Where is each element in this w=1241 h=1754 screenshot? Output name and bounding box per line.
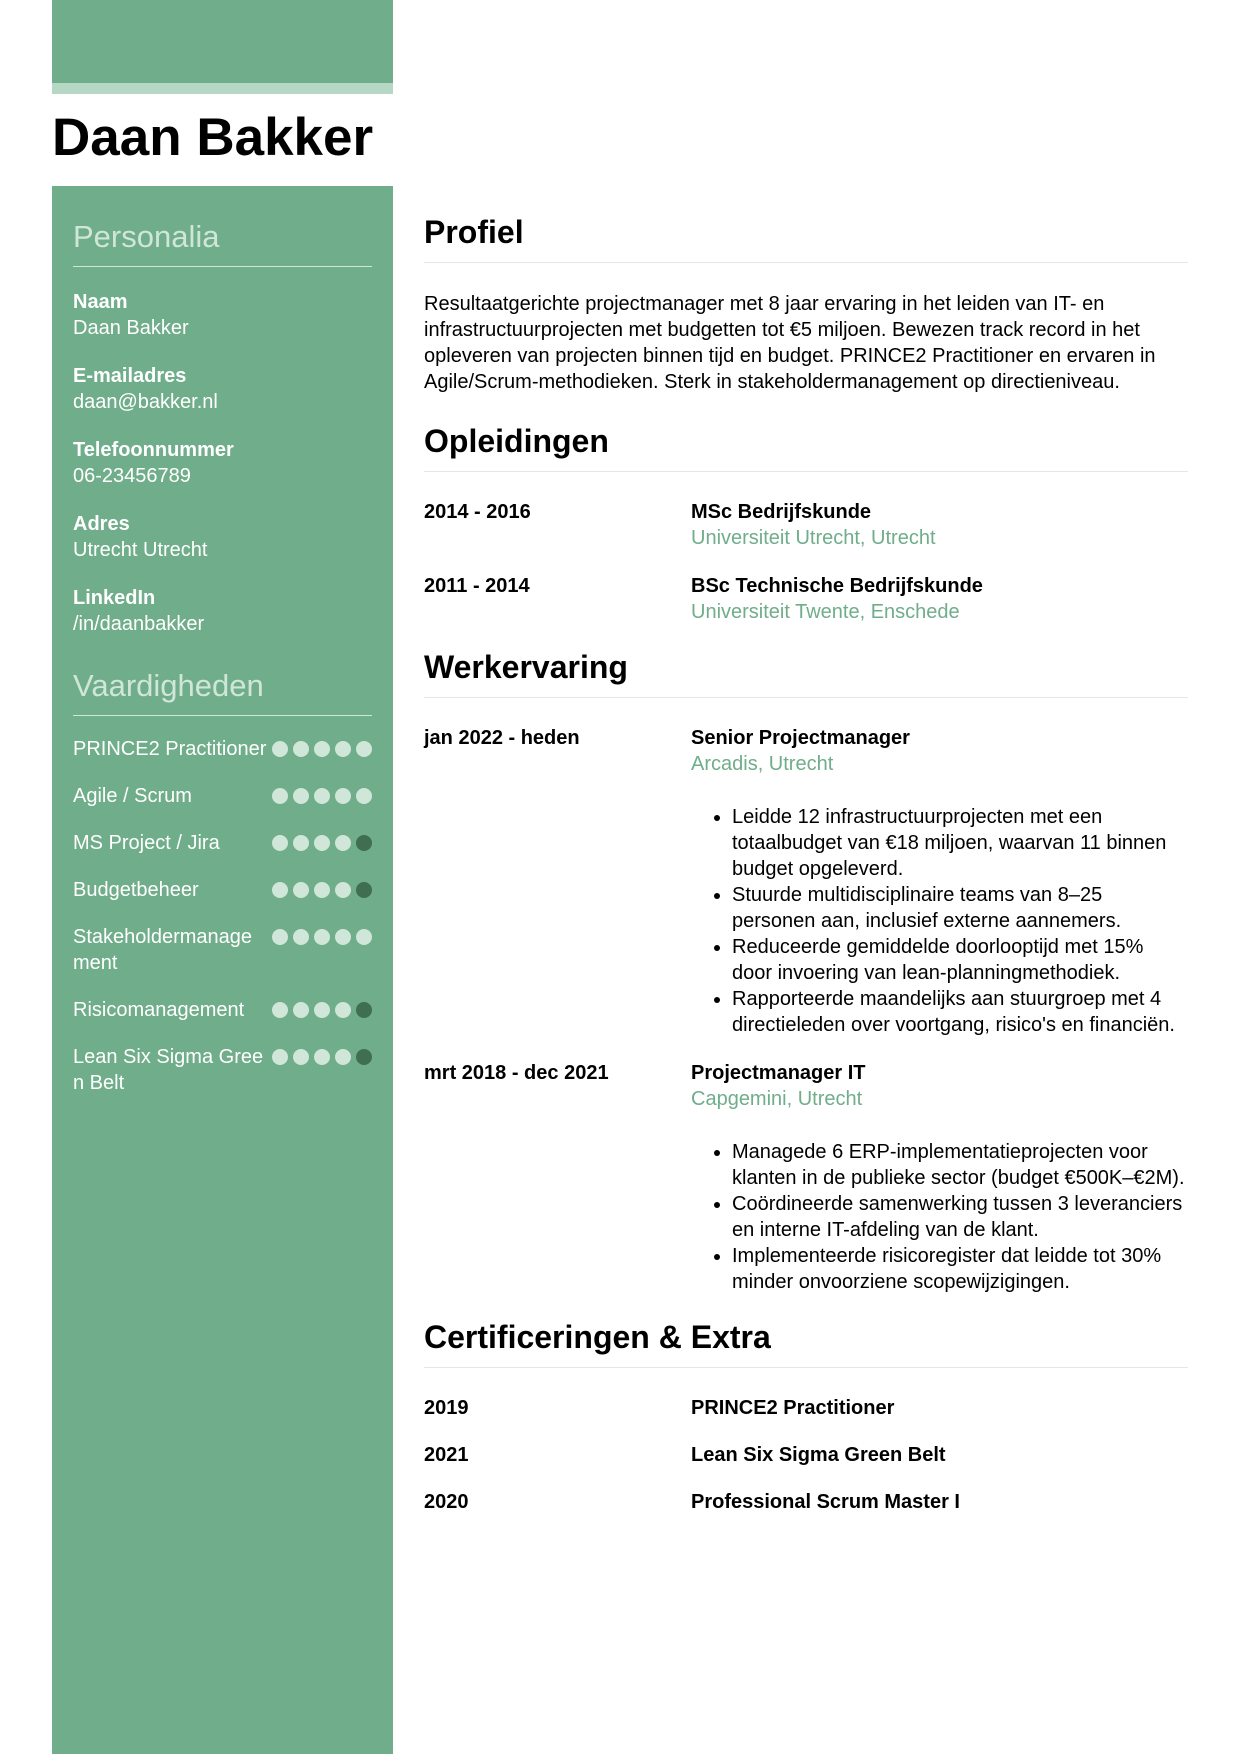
field-label: E-mailadres <box>73 365 187 387</box>
skill-name: Lean Six Sigma Green Belt <box>73 1046 264 1094</box>
bullet-item: • Leidde 12 infrastructuurprojecten met een totaalbudget van €18 miljoen, waarvan 11 binnen budget opgeleverd. <box>732 804 1188 882</box>
bullet-item: • Rapporteerde maandelijks aan stuurgroep met 4 directieleden over voortgang, risico's en financiën. <box>732 986 1188 1038</box>
rating-dot-filled <box>293 788 309 804</box>
skill-name: MS Project / Jira <box>73 832 220 854</box>
skill-name: Agile / Scrum <box>73 785 192 807</box>
entry-date: jan 2022 - heden <box>424 727 580 749</box>
personalia-list <box>73 289 372 637</box>
rating-dot-filled <box>272 788 288 804</box>
entry-institution: Universiteit Utrecht, Utrecht <box>691 527 936 549</box>
personalia-heading: Personalia <box>73 218 372 267</box>
profile-text: Resultaatgerichte projectmanager met 8 jaar ervaring in het leiden van IT- en infrastructuurprojecten met budgetten tot €5 miljoen. Bewezen track record in het opleveren van projecten binnen tijd en budget. PRINCE2 Practitioner en ervaren in Agile/Scrum-methodieken. Sterk in stakeholdermanagement op directieniveau. <box>424 293 1156 393</box>
main-content <box>424 212 1188 1536</box>
rating-dot-filled <box>335 929 351 945</box>
rating-dot-filled <box>314 741 330 757</box>
entry-title: Senior Projectmanager <box>691 727 910 749</box>
entry-date: mrt 2018 - dec 2021 <box>424 1062 609 1084</box>
entry-date: 2020 <box>424 1491 469 1513</box>
rating-dot-filled <box>314 788 330 804</box>
rating-dot-empty <box>356 1049 372 1065</box>
bullet-item: • Managede 6 ERP-implementatieprojecten voor klanten in de publieke sector (budget €500K–€2M). <box>732 1139 1188 1191</box>
bullet-item: • Coördineerde samenwerking tussen 3 leveranciers en interne IT-afdeling van de klant. <box>732 1191 1188 1243</box>
rating-dot-filled <box>293 1002 309 1018</box>
skill-name: Risicomanagement <box>73 999 245 1021</box>
skill-rating <box>272 1044 372 1065</box>
skill-item <box>73 877 372 903</box>
rating-dot-empty <box>356 1002 372 1018</box>
skill-item <box>73 924 372 976</box>
rating-dot-filled <box>335 1049 351 1065</box>
rating-dot-filled <box>272 882 288 898</box>
field-label: LinkedIn <box>73 587 156 609</box>
rating-dot-filled <box>293 1049 309 1065</box>
education-section <box>424 421 1188 625</box>
skills-heading: Vaardigheden <box>73 667 372 716</box>
bullet-item: • Reduceerde gemiddelde doorlooptijd met 15% door invoering van lean-planningmethodiek. <box>732 934 1188 986</box>
sidebar-header-block <box>52 0 393 83</box>
skill-item <box>73 783 372 809</box>
rating-dot-filled <box>272 1049 288 1065</box>
rating-dot-filled <box>314 1049 330 1065</box>
entry-company: Arcadis, Utrecht <box>691 753 834 775</box>
email-link[interactable]: daan@bakker.nl <box>73 391 218 413</box>
rating-dot-filled <box>335 882 351 898</box>
entry-title: Projectmanager IT <box>691 1062 866 1084</box>
field-label: Telefoonnummer <box>73 439 234 461</box>
certifications-section <box>424 1317 1188 1515</box>
bullet-list <box>691 1139 1188 1295</box>
entry-title: BSc Technische Bedrijfskunde <box>691 575 983 597</box>
rating-dot-filled <box>356 929 372 945</box>
rating-dot-filled <box>314 835 330 851</box>
field-linkedin <box>73 585 372 637</box>
rating-dot-filled <box>272 929 288 945</box>
skill-item <box>73 997 372 1023</box>
field-phone <box>73 437 372 489</box>
entry-date: 2019 <box>424 1397 469 1419</box>
rating-dot-filled <box>293 741 309 757</box>
rating-dot-filled <box>293 882 309 898</box>
skill-rating <box>272 830 372 851</box>
field-label: Naam <box>73 291 128 313</box>
experience-entry <box>424 725 1188 1038</box>
skill-name: Budgetbeheer <box>73 879 199 901</box>
field-value: Utrecht Utrecht <box>73 539 208 561</box>
rating-dot-filled <box>335 788 351 804</box>
linkedin-link[interactable]: /in/daanbakker <box>73 613 205 635</box>
rating-dot-empty <box>356 882 372 898</box>
entry-title: MSc Bedrijfskunde <box>691 501 872 523</box>
sidebar <box>52 186 393 1754</box>
rating-dot-filled <box>356 788 372 804</box>
field-value: Daan Bakker <box>73 317 189 339</box>
certification-entry <box>424 1489 1188 1515</box>
experience-entry <box>424 1060 1188 1295</box>
entry-title: PRINCE2 Practitioner <box>691 1397 895 1419</box>
field-email <box>73 363 372 415</box>
skill-name: Stakeholdermanagement <box>73 926 253 974</box>
profile-section <box>424 212 1188 395</box>
certification-entry <box>424 1442 1188 1468</box>
rating-dot-filled <box>293 929 309 945</box>
skill-rating <box>272 924 372 945</box>
entry-date: 2014 - 2016 <box>424 501 531 523</box>
skill-rating <box>272 783 372 804</box>
rating-dot-filled <box>272 835 288 851</box>
rating-dot-filled <box>314 882 330 898</box>
entry-institution: Universiteit Twente, Enschede <box>691 601 960 623</box>
rating-dot-filled <box>335 1002 351 1018</box>
field-address <box>73 511 372 563</box>
field-label: Adres <box>73 513 130 535</box>
field-name <box>73 289 372 341</box>
skills-list <box>73 736 372 1096</box>
bullet-list <box>691 804 1188 1038</box>
skill-name: PRINCE2 Practitioner <box>73 738 267 760</box>
entry-date: 2011 - 2014 <box>424 575 530 597</box>
skill-item <box>73 1044 372 1096</box>
entry-title: Lean Six Sigma Green Belt <box>691 1444 946 1466</box>
rating-dot-filled <box>314 1002 330 1018</box>
rating-dot-filled <box>335 741 351 757</box>
bullet-item: • Implementeerde risicoregister dat leidde tot 30% minder onvoorziene scopewijzigingen. <box>732 1243 1188 1295</box>
section-title: Profiel <box>424 212 1188 263</box>
section-title: Werkervaring <box>424 647 1188 698</box>
skill-item <box>73 830 372 856</box>
field-value: 06-23456789 <box>73 465 191 487</box>
certification-entry <box>424 1395 1188 1421</box>
education-entry <box>424 499 1188 551</box>
sidebar-header-strip <box>52 83 393 94</box>
entry-company: Capgemini, Utrecht <box>691 1088 863 1110</box>
education-entry <box>424 573 1188 625</box>
rating-dot-empty <box>356 835 372 851</box>
skill-item <box>73 736 372 762</box>
bullet-item: • Stuurde multidisciplinaire teams van 8–25 personen aan, inclusief externe aannemers. <box>732 882 1188 934</box>
skill-rating <box>272 736 372 757</box>
experience-section <box>424 647 1188 1295</box>
rating-dot-filled <box>272 741 288 757</box>
rating-dot-filled <box>356 741 372 757</box>
rating-dot-filled <box>335 835 351 851</box>
rating-dot-filled <box>314 929 330 945</box>
entry-date: 2021 <box>424 1444 469 1466</box>
rating-dot-filled <box>293 835 309 851</box>
entry-title: Professional Scrum Master I <box>691 1491 960 1513</box>
skill-rating <box>272 997 372 1018</box>
candidate-name: Daan Bakker <box>52 108 374 167</box>
section-title: Certificeringen & Extra <box>424 1317 1188 1368</box>
rating-dot-filled <box>272 1002 288 1018</box>
skill-rating <box>272 877 372 898</box>
section-title: Opleidingen <box>424 421 1188 472</box>
